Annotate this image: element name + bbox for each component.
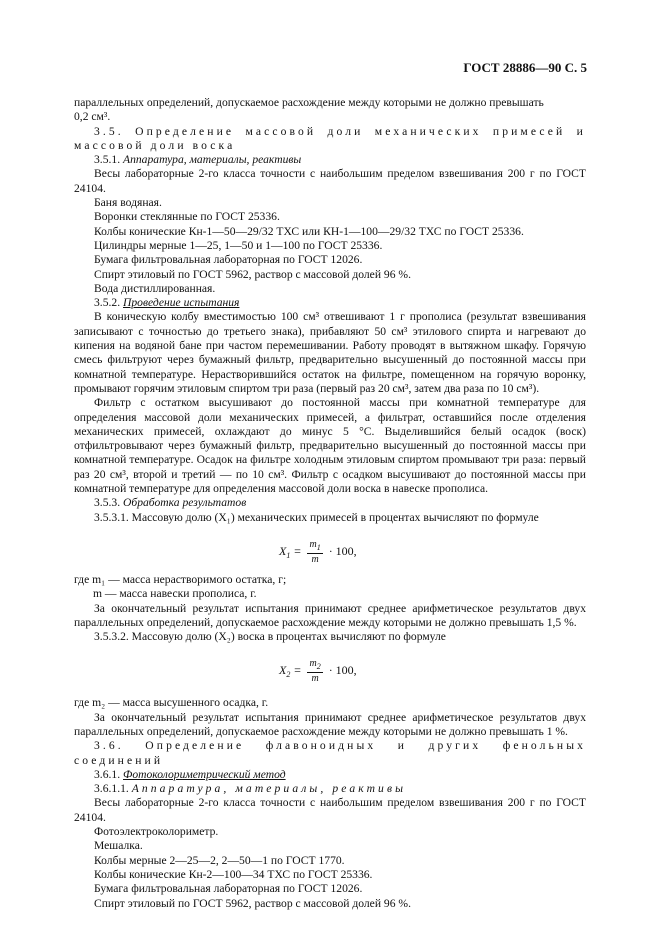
text-line: 0,2 см³. [74, 110, 111, 124]
subsection-title: Фотоколориметрический метод [123, 767, 286, 781]
formula-x2 [74, 644, 586, 696]
subsection-number: 3.6.1. [94, 767, 121, 781]
text-line: Воронки стеклянные по ГОСТ 25336. [94, 210, 280, 224]
page-header: ГОСТ 28886—90 С. 5 [463, 60, 587, 75]
subsection-heading [74, 296, 586, 310]
text-line: 3.5.3.1. Массовую долю (X₁) механических примесей в процентах вычисляют по формуле [94, 510, 539, 524]
text-line: Спирт этиловый по ГОСТ 5962, раствор с массовой долей 96 %. [94, 267, 411, 281]
subsection-heading [74, 153, 586, 167]
paragraph: За окончательный результат испытания принимают среднее арифметическое результатов двух параллельных определений, допускаемое расхождение между которыми не должно превышать 1 %. [74, 710, 586, 738]
text-line: Колбы мерные 2—25—2, 2—50—1 по ГОСТ 1770. [94, 853, 345, 867]
subsection-title: Аппаратура, материалы, реактивы [131, 782, 407, 796]
text-line: Бумага фильтровальная лабораторная по ГОСТ 12026. [94, 882, 363, 896]
subsection-title: Проведение испытания [123, 296, 240, 310]
subsection-number: 3.5.2. [94, 296, 121, 310]
text-line: где m₁ — масса нерастворимого остатка, г; [74, 572, 287, 586]
text-line: Бумага фильтровальная лабораторная по ГОСТ 12026. [94, 253, 363, 267]
text-line: Мешалка. [94, 839, 143, 853]
formula-expression: $X_1$ = $\frac{m_1}{m}$ · 100, [279, 538, 357, 565]
text-line: параллельных определений, допускаемое расхождение между которыми не должно превышать [74, 96, 544, 109]
formula-expression: $X_2$ = $\frac{m_2}{m}$ · 100, [279, 658, 357, 685]
text-line: где m₂ — масса высушенного осадка, г. [74, 696, 269, 710]
paragraph: В коническую колбу вместимостью 100 см³ отвешивают 1 г прополиса (результат взвешивания записывают с точностью до третьего знака), прибавляют 50 см³ этилового спирта и нагревают до кипения на водяной бане при частом перемешивании. Работу проводят в вытяжном шкафу. Горячую смесь фильтруют через бумажный фильтр, предварительно высушенный до постоянной массы при комнатной температуре. Нерастворившийся остаток на фильтре, помещенном на горячую воронку, промывают горячим этиловым спиртом три раза (первый раз 20 см³, затем два раза по 10 см³). [74, 310, 586, 395]
text-line: Спирт этиловый по ГОСТ 5962, раствор с массовой долей 96 %. [94, 896, 411, 910]
text-line: Колбы конические Кн-2—100—34 ТХС по ГОСТ 25336. [94, 867, 373, 881]
document-body [74, 96, 586, 911]
subsection-heading [74, 768, 586, 782]
subsection-number: 3.5.3. [94, 496, 121, 510]
subsection-number: 3.5.1. [94, 153, 121, 167]
text-line: Вода дистиллированная. [94, 281, 216, 295]
formula-x1 [74, 525, 586, 573]
section-heading: 3.6. Определение флавоноидных и других фенольных соединений [74, 739, 586, 767]
subsection-title: Обработка результатов [123, 496, 247, 510]
paragraph: Фильтр с остатком высушивают до постоянной массы при комнатной температуре для определения массовой доли механических примесей, а фильтрат, оставшийся после отделения механических примесей, охлаждают до минус 5 °С. Выделившийся белый осадок (воск) отфильтровывают через бумажный фильтр, предварительно высушенный до постоянной массы при комнатной температуре. Осадок на фильтре холодным этиловым спиртом промывают три раза: первый раз 20 см³, второй и третий — по 10 см³. Фильтр с осадком высушивают до постоянной массы при комнатной температуре для определения массовой доли воска в навеске прополиса. [74, 396, 586, 496]
text-line: Весы лабораторные 2-го класса точности с наибольшим пределом взвешивания 200 г по ГОСТ 24104. [74, 167, 586, 195]
subsection-heading [74, 496, 586, 510]
text-line: Весы лабораторные 2-го класса точности с наибольшим пределом взвешивания 200 г по ГОСТ 24104. [74, 796, 586, 824]
fraction: $\frac{m_2}{m}$ [309, 658, 321, 685]
paragraph: За окончательный результат испытания принимают среднее арифметическое результатов двух параллельных определений, допускаемое расхождение между которыми не должно превышать 1,5 %. [74, 601, 586, 629]
text-line: Колбы конические Кн-1—50—29/32 ТХС или КН-1—100—29/32 ТХС по ГОСТ 25336. [94, 224, 524, 238]
text-line: m — масса навески прополиса, г. [93, 587, 257, 601]
section-heading: 3.5. Определение массовой доли механических примесей и массовой доли воска [74, 124, 586, 152]
subsection-title: Аппаратура, материалы, реактивы [123, 153, 302, 167]
text-line: 3.5.3.2. Массовую долю (X₂) воска в процентах вычисляют по формуле [94, 630, 446, 644]
subsection-number: 3.6.1.1. [94, 782, 129, 796]
fraction: $\frac{m_1}{m}$ [309, 538, 321, 565]
text-line: Баня водяная. [94, 196, 162, 210]
text-line: Цилиндры мерные 1—25, 1—50 и 1—100 по ГОСТ 25336. [94, 238, 383, 252]
text-line: Фотоэлектроколориметр. [94, 825, 219, 839]
subsection-heading [74, 782, 586, 796]
